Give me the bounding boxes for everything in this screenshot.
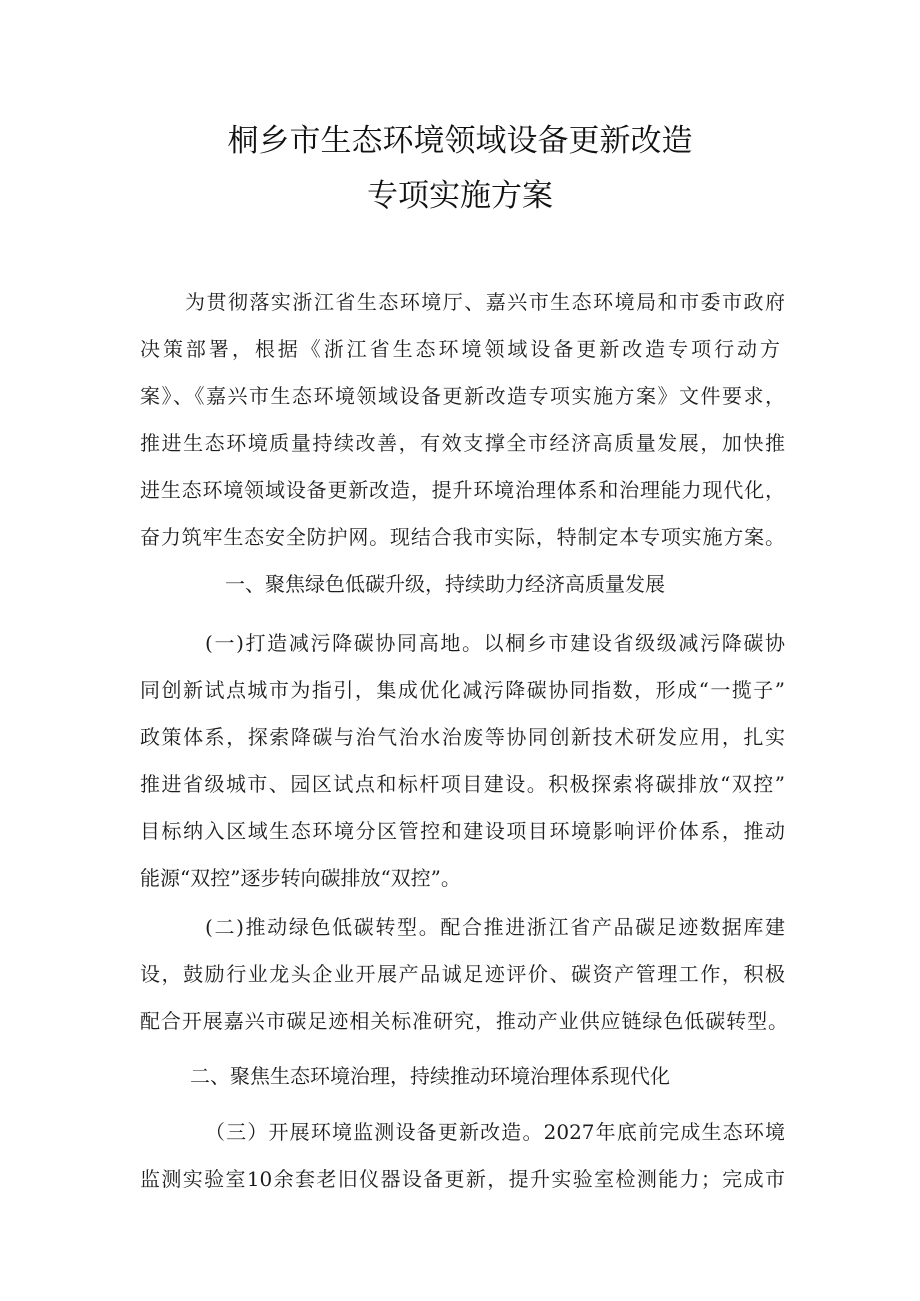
paragraph-line: 推进生态环境质量持续改善，有效支撑全市经济高质量发展，加快推 <box>140 431 785 455</box>
section-heading: 二、聚焦生态环境治理，持续推动环境治理体系现代化 <box>190 1064 670 1088</box>
paragraph-line: 监测实验室10余套老旧仪器设备更新，提升实验室检测能力；完成市 <box>140 1167 785 1191</box>
paragraph-line: (一)打造减污降碳协同高地。以桐乡市建设省级级减污降碳协 <box>205 631 785 655</box>
paragraph-line: 推进省级城市、园区试点和标杆项目建设。积极探索将碳排放“双控” <box>140 772 785 796</box>
paragraph-line: 目标纳入区域生态环境分区管控和建设项目环境影响评价体系，推动 <box>140 819 785 843</box>
section-heading: 一、聚焦绿色低碳升级，持续助力经济高质量发展 <box>225 572 665 596</box>
paragraph-line: 同创新试点城市为指引，集成优化减污降碳协同指数，形成“一揽子” <box>140 678 785 702</box>
paragraph-line: 为贯彻落实浙江省生态环境厅、嘉兴市生态环境局和市委市政府 <box>185 290 785 314</box>
paragraph-line: 进生态环境领域设备更新改造，提升环境治理体系和治理能力现代化， <box>140 478 785 502</box>
document-title-line-2: 专项实施方案 <box>367 178 553 214</box>
paragraph-line: （三）开展环境监测设备更新改造。2027年底前完成生态环境 <box>205 1120 785 1144</box>
paragraph-line: 案》、《嘉兴市生态环境领域设备更新改造专项实施方案》文件要求， <box>140 384 785 408</box>
paragraph-line: 配合开展嘉兴市碳足迹相关标准研究，推动产业供应链绿色低碳转型。 <box>140 1009 788 1033</box>
paragraph-line: 政策体系，探索降碳与治气治水治废等协同创新技术研发应用，扎实 <box>140 725 785 749</box>
paragraph-line: 决策部署，根据《浙江省生态环境领域设备更新改造专项行动方 <box>140 337 780 361</box>
paragraph-line: 设，鼓励行业龙头企业开展产品诚足迹评价、碳资产管理工作，积极 <box>140 962 785 986</box>
paragraph-line: 奋力筑牢生态安全防护网。现结合我市实际，特制定本专项实施方案。 <box>140 525 785 549</box>
paragraph-line: (二)推动绿色低碳转型。配合推进浙江省产品碳足迹数据库建 <box>205 915 785 939</box>
document-title-line-1: 桐乡市生态环境领域设备更新改造 <box>227 123 693 159</box>
paragraph-line: 能源“双控”逐步转向碳排放“双控”。 <box>140 866 461 890</box>
